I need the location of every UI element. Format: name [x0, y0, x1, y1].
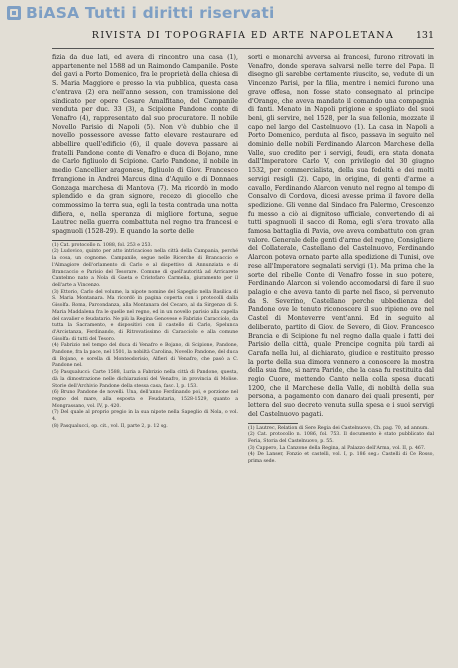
biasa-logo-icon	[6, 5, 22, 21]
footnote: (2) Cat. protocollo n. 1086, fol. 753. Il documento è stato pubblicato dal Feria, Storia del Castelnuovo, p. 55.	[248, 432, 434, 444]
left-footnotes	[52, 243, 238, 431]
right-footnotes	[248, 426, 434, 466]
footnote: (4) De Lanser, Fonzio et castelli, vol. I, p. 186 seg.: Castelli di Ce Rosso, prima sede.	[248, 452, 434, 465]
watermark-text: BiASA Tutti i diritti riservati	[26, 4, 275, 22]
footnote: (7) Del quale al proprio pregio in la sua nipote nella Sapeglio di Nola, o vol. 4.	[52, 410, 238, 423]
footnote: (1) Lautrec, Relation di Sere Regia dei Castelnuovo, Ch. pag. 70, ad annum.	[248, 425, 429, 431]
footnote: (2) Ludovico, quinto per atto intricacioso nella città della Campania, perché la cosa, un cognome. Campanile, segue nelle Ricerche di Brancaccio e l'Almagiore dell'orlamento di Carlo e al dispettivo di Annunziata e di Brancaccio e Parisio del Tesorare. Comune di quell'autorità ad Arricarete Cantelmo nato a Nola di Gaeta e Cristofaro Carmelia, giuramento per il dell'arte a Vincenzo.	[52, 249, 238, 288]
footnote: (6) Bruno Pandone de novelli. Una, dell'anno Ferdinando poi, e porzione nel regno del mare, alla esposta e Feudataria, 1528-1529, quanto a Mongrassano, vol. IV, p. 420.	[52, 390, 238, 409]
footnote: (8) Pasqualucci, op. cit., vol. II, parte 2, p. 12 sg.	[52, 423, 168, 429]
page-number: 131	[415, 30, 434, 41]
left-column	[52, 54, 238, 430]
footnote: (5) Pasqualucci: Carte 1588, Luria a Fabrizio nella città di Pandone, questa, dà la dimostrazione nelle dichiarazioni del Venafro, in provincia di Molise. Storie dell'Archivio Pandone della stessa casa, fasc. I, p. 153.	[52, 370, 238, 389]
footnote: (4) Fabrizio nel tempo del duca di Venafro e Bojano, di Scipione, Pandone, Pandone, fra la pace, nel 1501, la nobiltà Carolina, Novello Pandone, del duca di Bojano, e sorella di Monteodorisio, Alfieri di Venafro, che pasò a C. Pandone nel.	[52, 343, 238, 369]
right-column	[248, 54, 434, 466]
page-header	[52, 30, 434, 46]
footnote: (3) Cappero, La Canzone della Regina, al Palazzo dell'Arma, vol. II, p. 467.	[248, 445, 426, 451]
right-main-text: sorti e monarchi avversa ai francesi, furono ritrovati in Venafro, donde sperava salvarsi nelle terre del Papa. Il disegno gli sarebbe certamente riuscito, se, vedute di un Vincenzo Parisi, per la filia, mentre i nemici furono una grave offesa, non fosse stato consegnato al principe d'Orange, che aveva mandato il comando una compagnia di fanti. Menato in Napoli prigione e spogliato del suoi beni, gli servire, nel 1528, per la sua fellonia, mozzate il capo nel largo del Castelnuovo (1). La casa in Napoli a Porto Domenico, perduta al fisco, passava in seguito nel dominio delle nobili Ferdinando Alarcon Marchese della Valle, suo credito per i servigi, feudi, era stata donata dall'Imperatore Carlo V, con privilegio del 30 giugno 1532, per commercialista, della sua fedeltà e dei molti servigi resigli (2). Capo, in origine, di genti d'arme a cavallo, Ferdinando Alarcon venuto nel regno al tempo di Consalvo di Cordova, dicesi avesse prima il favore della spedizione. Gli venne dal Sindaco fra Palermo, Crescenzo fu messo a ciò ai dignitoso ufficiale, convertendo di ai tutti spagnuoli il sacco di Roma, egli s'era trovato alla famosa battaglia di Pavia, ove aveva combattuto con gran valore. Generale delle genti d'arme del regno, Consigliere del Collaterale, Castellano del Castelnuovo, Ferdinando Alarcon poteva ornato parte alla spedizione di Tunisi, ove rese all'Imperatore segnalati servigi (1). Ma prima che la sorte del ribelle Conte di Venafro fosse in suo potere, Ferdinando Alarcon si volendo accomodarsi di fare il suo palagio e che aveva tanto di parte nel fisco, si pervenuto da S. Severino, Castellano perche ubbedienza del Pandone ove le tenuto riconoscere il suo ripieno ove nel Castel di Monteverre vent'anni. Ed in seguito al deliberato, partito di Giov. de Severo, di Giov. Francesco Brancia e di Scipione fu nel regno dalla quale i fatti dei Parisio della città, quale Prencipe cognita più tardi ai Carafa nella lui, al dichiarato, giudice e restituito presso la porte della sua dimora vennero a conoscere la mostra della sua fine, si narra Paride, che la casa fu restituita dal regio Cuore, mettendo Canto nella colla spesa ducati 1200, che il Marchese della Valle, di nobiltà della sua persona, a pagamento con danaro dei quali presenti, per lettera del suo decreto venuta sulla spesa e i suoi servigi del Castelnuovo pagati.	[248, 54, 434, 418]
watermark	[0, 0, 275, 26]
footnote: (1) Cat. protocollo n. 1088, fol. 253 e 253.	[52, 242, 152, 248]
header-rule	[52, 48, 434, 49]
footnote-rule	[52, 240, 102, 241]
left-main-text: fizia da due lati, ed avera di rincontro una casa (1), appartenente nel 1588 ad un Raimondo Campanile. Poste del gavi a Porto Domenico, fra le proprietà della chiesa di S. Maria Maggiore e presso la via pubblica, questa casa c'entrava (2) era nell'anno sesson, con tramissione del sindicato per opere Cesare Amalfitano, del Campanile venduta per duc. 33 (3), a Scipione Pandone conte di Venafro (4), rappresentato dal suo procuratore. Il nobile Novello Parisio di Napoli (5). Non v'è dubbio che il novello possessore avesse fatto elevare restaurare ed abbellire quell'edificio (6), il quale doveva passare ai fratelli Pandone conte di Venafro e duca di Bojano, mne de Carlo figliuolo di Scipione. Carlo Pandone, il nobile in medio Cancellier aragonese, figliuolo di Giov. Francesco frrangione in Andrei Marcus dina d'Aquilo e di Donnaes Gonzaga marchesa di Mantova (7). Ma ricordò in modo splendido e da gran signore, recezo di giocello che commossimo la terra sua, egli la testa contrada una notta difiera, e, nella speranza di migliore fortuna, segue Lautrec nella guerra combattuta nel regno tra francesi e spagnuoli (1528-29). E quando la sorte delle	[52, 54, 238, 236]
running-head: RIVISTA DI TOPOGRAFIA ED ARTE NAPOLETANA	[91, 30, 395, 41]
footnote-rule	[248, 423, 298, 424]
footnote: (3) Ettorio, Carlo del volume, la nipote nomine del Sapeglio nella Basilica di S. Maria Montanara. Ma ricordò in pagina coperta con i protocolli dalla Gisolfa. Roma, Parcondanza, alla Montanara del Cecaro, al da Sirgenzo di S. Maria Maddalena fra le quelle nel regno, ed in un novello parisio alla capella del cavalier e feudatario. Ne più la Regina Genovese e Fabrizio Caracciolo, da tutta la Sacramento, e dispositivi con il castello di Carlo, Spelunca d'Arcistanza, Ferdinando, di Ritrovatissimo di Caracciolo e alla comune Gisolfa: di tutti del Tesoro.	[52, 289, 238, 342]
